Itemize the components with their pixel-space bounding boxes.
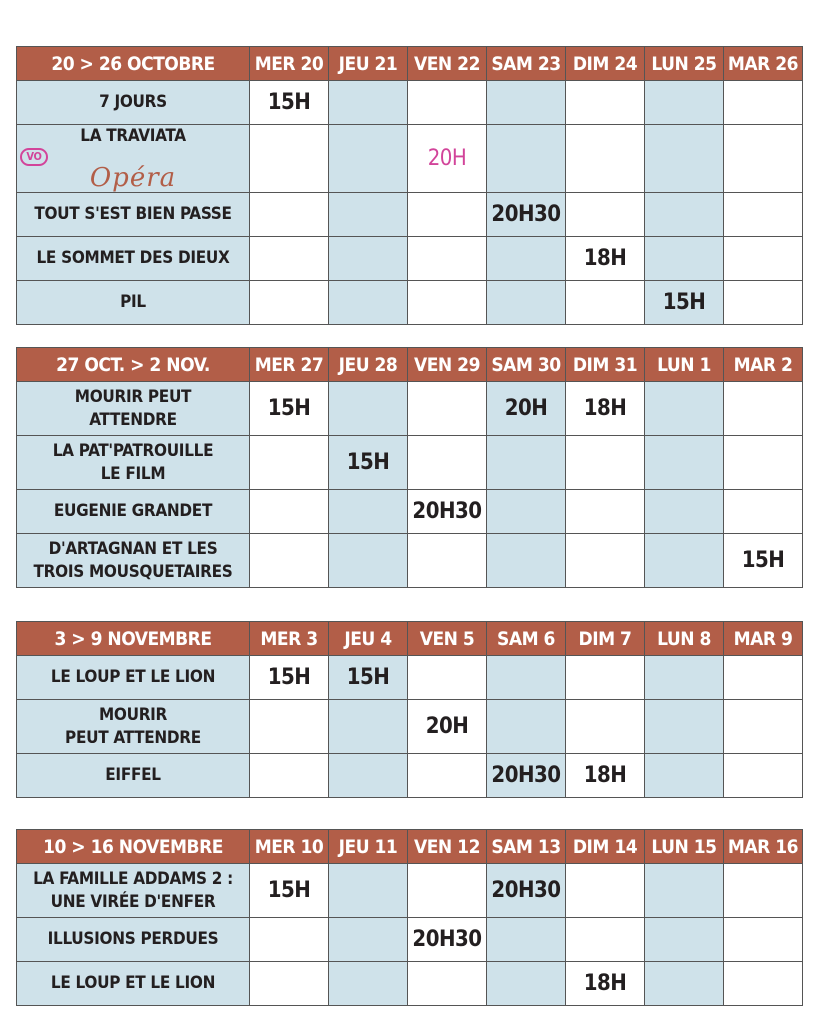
day-header: MAR 16 xyxy=(724,830,803,864)
showtime-cell xyxy=(566,918,645,962)
showtime-cell xyxy=(724,382,803,436)
showtime-cell xyxy=(645,864,724,918)
film-row xyxy=(17,81,803,125)
film-title xyxy=(17,237,250,281)
day-header: LUN 1 xyxy=(645,348,724,382)
showtime-cell xyxy=(566,193,645,237)
film-title-line: LA PAT'PATROUILLE xyxy=(52,440,214,461)
showtime-cell xyxy=(329,281,408,325)
showtime-cell xyxy=(645,237,724,281)
showtime-cell xyxy=(566,534,645,588)
showtime-cell xyxy=(329,193,408,237)
showtime-cell xyxy=(724,193,803,237)
showtime-cell: 20H30 xyxy=(487,193,566,237)
film-title xyxy=(17,125,250,193)
film-title xyxy=(17,436,250,490)
film-row xyxy=(17,125,803,193)
day-header: MER 3 xyxy=(250,622,329,656)
showtime-cell xyxy=(566,700,645,754)
showtime-cell: 18H xyxy=(566,237,645,281)
showtime-cell xyxy=(724,656,803,700)
showtime-cell xyxy=(329,237,408,281)
showtime-cell xyxy=(566,490,645,534)
opera-logo: Opéra xyxy=(89,163,177,193)
day-header: MER 20 xyxy=(250,47,329,81)
film-row xyxy=(17,237,803,281)
film-title-line: ILLUSIONS PERDUES xyxy=(47,929,219,949)
showtime-cell xyxy=(645,125,724,193)
film-title xyxy=(17,918,250,962)
showtime-cell xyxy=(408,193,487,237)
day-header: JEU 4 xyxy=(329,622,408,656)
showtime-cell: 15H xyxy=(645,281,724,325)
day-header: VEN 29 xyxy=(408,348,487,382)
showtime-cell xyxy=(645,193,724,237)
showtime-cell xyxy=(250,436,329,490)
showtime-cell: 20H30 xyxy=(408,490,487,534)
film-title-line: PIL xyxy=(120,292,146,312)
showtime-cell xyxy=(566,436,645,490)
day-header: DIM 7 xyxy=(566,622,645,656)
showtime-cell xyxy=(487,125,566,193)
showtime-cell: 15H xyxy=(250,864,329,918)
showtime-cell xyxy=(566,281,645,325)
showtime-cell xyxy=(487,918,566,962)
day-header: SAM 23 xyxy=(487,47,566,81)
showtime-cell xyxy=(408,534,487,588)
day-header: LUN 8 xyxy=(645,622,724,656)
showtime-cell: 20H30 xyxy=(408,918,487,962)
showtime-cell xyxy=(250,490,329,534)
showtime-cell xyxy=(250,125,329,193)
showtime-cell: 20H30 xyxy=(487,754,566,798)
film-row xyxy=(17,700,803,754)
week-header-row xyxy=(17,622,803,656)
showtime-cell: 20H30 xyxy=(487,864,566,918)
showtime-cell xyxy=(487,237,566,281)
film-title-line: LA FAMILLE ADDAMS 2 : xyxy=(33,868,233,889)
showtime-cell xyxy=(724,125,803,193)
film-title xyxy=(17,864,250,918)
day-header: JEU 11 xyxy=(329,830,408,864)
film-title-line: LE LOUP ET LE LION xyxy=(50,973,216,993)
showtime-cell xyxy=(408,237,487,281)
showtime-cell xyxy=(724,436,803,490)
showtime-cell xyxy=(329,81,408,125)
showtime-cell xyxy=(329,700,408,754)
day-header: DIM 14 xyxy=(566,830,645,864)
showtime-cell xyxy=(408,81,487,125)
showtime-cell xyxy=(408,864,487,918)
showtime-cell xyxy=(724,754,803,798)
film-title-line: TOUT S'EST BIEN PASSE xyxy=(34,204,232,224)
showtime-cell xyxy=(329,864,408,918)
film-title xyxy=(17,534,250,588)
showtime-cell xyxy=(645,962,724,1006)
showtime-cell xyxy=(724,490,803,534)
film-row xyxy=(17,656,803,700)
showtime-cell xyxy=(329,382,408,436)
showtime-cell xyxy=(250,534,329,588)
showtime-cell xyxy=(329,962,408,1006)
film-row xyxy=(17,193,803,237)
showtime-cell xyxy=(329,490,408,534)
film-title xyxy=(17,656,250,700)
showtime-cell xyxy=(724,864,803,918)
week-date-range: 10 > 16 NOVEMBRE xyxy=(17,830,250,864)
showtime-cell xyxy=(487,534,566,588)
showtime-cell: 15H xyxy=(250,656,329,700)
showtime-cell xyxy=(329,125,408,193)
showtime-cell: 15H xyxy=(329,436,408,490)
showtime-cell xyxy=(645,534,724,588)
showtime-cell xyxy=(487,656,566,700)
film-title-line: LA TRAVIATA xyxy=(80,126,186,146)
film-title-line: MOURIR xyxy=(98,704,168,725)
showtime-cell xyxy=(645,700,724,754)
film-title xyxy=(17,281,250,325)
showtime-cell xyxy=(250,700,329,754)
showtime-cell xyxy=(329,918,408,962)
week-table xyxy=(16,347,803,588)
showtime-cell xyxy=(250,754,329,798)
day-header: DIM 31 xyxy=(566,348,645,382)
showtime-cell: 15H xyxy=(724,534,803,588)
film-title-line: MOURIR PEUT xyxy=(74,386,192,407)
showtime-cell xyxy=(487,281,566,325)
showtime-cell xyxy=(566,125,645,193)
showtime-cell xyxy=(487,962,566,1006)
showtime-cell xyxy=(408,382,487,436)
film-title xyxy=(17,193,250,237)
day-header: LUN 25 xyxy=(645,47,724,81)
showtime-cell: 20H xyxy=(487,382,566,436)
showtime-cell xyxy=(487,490,566,534)
day-header: MER 27 xyxy=(250,348,329,382)
week-date-range: 27 OCT. > 2 NOV. xyxy=(17,348,250,382)
film-title xyxy=(17,700,250,754)
showtime-cell xyxy=(487,81,566,125)
film-title-line: 7 JOURS xyxy=(99,92,167,112)
showtime-cell xyxy=(487,700,566,754)
week-header-row xyxy=(17,348,803,382)
showtime-cell xyxy=(250,237,329,281)
showtime-cell xyxy=(724,700,803,754)
day-header: DIM 24 xyxy=(566,47,645,81)
day-header: MAR 2 xyxy=(724,348,803,382)
showtime-cell xyxy=(724,962,803,1006)
film-title-line: LE SOMMET DES DIEUX xyxy=(36,248,230,268)
showtime-cell xyxy=(250,918,329,962)
film-title xyxy=(17,962,250,1006)
showtime-cell xyxy=(329,754,408,798)
film-title xyxy=(17,81,250,125)
week-table xyxy=(16,46,803,325)
showtime-cell: 18H xyxy=(566,754,645,798)
film-title-line: TROIS MOUSQUETAIRES xyxy=(33,561,233,582)
showtime-cell xyxy=(250,193,329,237)
showtime-cell xyxy=(645,436,724,490)
showtime-cell xyxy=(645,754,724,798)
film-title-line: ATTENDRE xyxy=(89,409,177,430)
showtime-cell xyxy=(408,281,487,325)
showtime-cell xyxy=(408,436,487,490)
showtime-cell xyxy=(645,81,724,125)
showtime-cell: 18H xyxy=(566,962,645,1006)
film-row xyxy=(17,490,803,534)
showtime-cell xyxy=(724,81,803,125)
showtime-cell: 15H xyxy=(250,81,329,125)
showtime-cell xyxy=(645,490,724,534)
day-header: SAM 13 xyxy=(487,830,566,864)
week-date-range: 20 > 26 OCTOBRE xyxy=(17,47,250,81)
film-title xyxy=(17,490,250,534)
day-header: VEN 5 xyxy=(408,622,487,656)
film-row xyxy=(17,382,803,436)
day-header: JEU 21 xyxy=(329,47,408,81)
vo-badge: VO xyxy=(20,148,48,166)
showtime-cell xyxy=(566,864,645,918)
day-header: VEN 22 xyxy=(408,47,487,81)
week-header-row xyxy=(17,47,803,81)
film-row xyxy=(17,864,803,918)
showtime-cell xyxy=(645,656,724,700)
day-header: SAM 6 xyxy=(487,622,566,656)
film-row xyxy=(17,281,803,325)
day-header: VEN 12 xyxy=(408,830,487,864)
showtime-cell xyxy=(408,962,487,1006)
showtime-cell xyxy=(487,436,566,490)
film-title-line: EIFFEL xyxy=(105,765,161,785)
day-header: MAR 9 xyxy=(724,622,803,656)
day-header: LUN 15 xyxy=(645,830,724,864)
film-row xyxy=(17,754,803,798)
week-table xyxy=(16,829,803,1006)
showtime-cell xyxy=(408,754,487,798)
showtime-cell xyxy=(566,81,645,125)
showtime-cell: 20H xyxy=(408,700,487,754)
showtime-cell xyxy=(250,281,329,325)
film-row xyxy=(17,436,803,490)
film-title xyxy=(17,754,250,798)
film-title-line: PEUT ATTENDRE xyxy=(65,727,201,748)
showtime-cell xyxy=(408,656,487,700)
day-header: SAM 30 xyxy=(487,348,566,382)
film-title xyxy=(17,382,250,436)
film-title-line: UNE VIRÉE D'ENFER xyxy=(50,891,216,912)
showtime-cell: 20H xyxy=(408,125,487,193)
week-table xyxy=(16,621,803,798)
showtime-cell xyxy=(250,962,329,1006)
day-header: JEU 28 xyxy=(329,348,408,382)
film-row xyxy=(17,918,803,962)
film-title-line: LE LOUP ET LE LION xyxy=(50,667,216,687)
film-title-line: EUGENIE GRANDET xyxy=(53,501,213,521)
week-header-row xyxy=(17,830,803,864)
film-row xyxy=(17,534,803,588)
showtime-cell: 18H xyxy=(566,382,645,436)
week-date-range: 3 > 9 NOVEMBRE xyxy=(17,622,250,656)
film-title-line: D'ARTAGNAN ET LES xyxy=(48,538,218,559)
film-title-line: LE FILM xyxy=(100,463,166,484)
film-row xyxy=(17,962,803,1006)
day-header: MER 10 xyxy=(250,830,329,864)
showtime-cell: 15H xyxy=(250,382,329,436)
showtime-cell xyxy=(329,534,408,588)
showtime-cell xyxy=(566,656,645,700)
showtime-cell xyxy=(645,382,724,436)
day-header: MAR 26 xyxy=(724,47,803,81)
showtime-cell xyxy=(645,918,724,962)
showtime-cell xyxy=(724,918,803,962)
showtime-cell xyxy=(724,237,803,281)
showtime-cell: 15H xyxy=(329,656,408,700)
showtime-cell xyxy=(724,281,803,325)
